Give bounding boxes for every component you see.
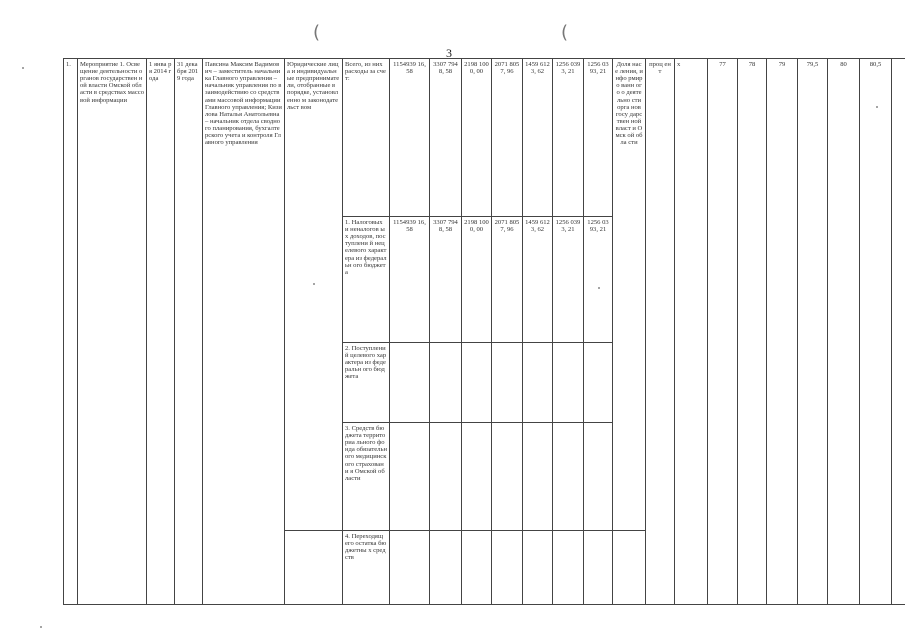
target-value: 80 <box>828 59 860 605</box>
start-date: 1 янва ря 2014 года <box>147 59 175 605</box>
funding-value <box>553 343 584 423</box>
empty-cell <box>892 59 905 605</box>
indicator-unit: проц ент <box>646 59 675 605</box>
indicator-base: х <box>675 59 708 605</box>
scan-bracket-right: ( <box>561 22 569 43</box>
target-value: 79,5 <box>798 59 828 605</box>
executors: Павсина Максим Вадимович – заместитель начальника Главного управления – начальник управления по взаимодействию со средствами массовой информации Главного управления; Кизилова Наталья Анатольевна – начальник отдела сводного планирования, бухгалтерского учета и контроля Главного управления <box>203 59 285 605</box>
funding-value: 1256 0393, 21 <box>553 59 584 217</box>
funding-value <box>553 531 584 605</box>
participants: Юридические лица и индивидуальн ые предприниматели, отобранные в порядке, установленно м законодательст вом <box>285 59 343 531</box>
funding-value <box>462 423 492 531</box>
scan-speck <box>876 106 878 108</box>
empty-cell <box>285 531 343 605</box>
funding-value: 1256 0393, 21 <box>553 217 584 343</box>
funding-value <box>462 531 492 605</box>
funding-value: 3307 7948, 58 <box>430 217 462 343</box>
funding-value <box>430 531 462 605</box>
scan-speck <box>22 67 24 69</box>
funding-value <box>492 343 523 423</box>
funding-value <box>523 343 553 423</box>
funding-value: 1256 0393, 21 <box>584 59 613 217</box>
target-value: 80,5 <box>860 59 892 605</box>
funding-value: 3307 7948, 58 <box>430 59 462 217</box>
program-table <box>63 58 905 605</box>
funding-value <box>523 531 553 605</box>
target-value: 79 <box>767 59 798 605</box>
end-date: 31 дека бря 2019 года <box>175 59 203 605</box>
funding-value: 2071 8057, 96 <box>492 59 523 217</box>
funding-value <box>390 343 430 423</box>
funding-value: 1459 6123, 62 <box>523 59 553 217</box>
funding-value <box>430 343 462 423</box>
table-row <box>64 59 905 217</box>
scan-speck <box>313 283 315 285</box>
funding-value: 1154939 16,58 <box>390 59 430 217</box>
funding-value <box>430 423 462 531</box>
scan-speck <box>598 287 600 289</box>
row-index: 1. <box>64 59 78 605</box>
funding-value <box>390 423 430 531</box>
event-name: Мероприятие 1. Освещение деятельности органов государствен ной власти Омской области в средствах массовой информации <box>78 59 147 605</box>
funding-value <box>584 531 613 605</box>
indicator-name: Доля насе ления, инфо рмиро ванн ого о деяте льно сти орга нов госу дарс твен ной власт и Омск ой обла сти <box>613 59 646 531</box>
target-value: 77 <box>708 59 738 605</box>
funding-value: 2071 8057, 96 <box>492 217 523 343</box>
funding-source: Всего, из них расходы за счет: <box>343 59 390 217</box>
funding-value <box>584 343 613 423</box>
funding-value <box>523 423 553 531</box>
funding-value <box>462 343 492 423</box>
funding-source: 1. Налоговых и неналогов ых доходов, поступлени й нецелевого характера из федеральн ого бюджета <box>343 217 390 343</box>
funding-value: 1256 0393, 21 <box>584 217 613 343</box>
funding-value <box>553 423 584 531</box>
empty-cell <box>613 531 646 605</box>
funding-value <box>492 423 523 531</box>
funding-value <box>492 531 523 605</box>
funding-source: 2. Поступлени й целевого характера из федеральн ого бюджета <box>343 343 390 423</box>
funding-value: 1154939 16,58 <box>390 217 430 343</box>
funding-source: 3. Средств бюджета территориа льного фонда обязательн ого медицинск ого страховани я Омской области <box>343 423 390 531</box>
scan-bracket-left: ( <box>313 22 321 43</box>
funding-value <box>584 423 613 531</box>
funding-value: 2198 1000, 00 <box>462 59 492 217</box>
funding-value: 2198 1000, 00 <box>462 217 492 343</box>
page-number: 3 <box>446 46 452 60</box>
funding-value: 1459 6123, 62 <box>523 217 553 343</box>
scan-speck <box>40 626 42 628</box>
target-value: 78 <box>738 59 767 605</box>
funding-value <box>390 531 430 605</box>
funding-source: 4. Переходящ его остатка бюджетны х средств <box>343 531 390 605</box>
